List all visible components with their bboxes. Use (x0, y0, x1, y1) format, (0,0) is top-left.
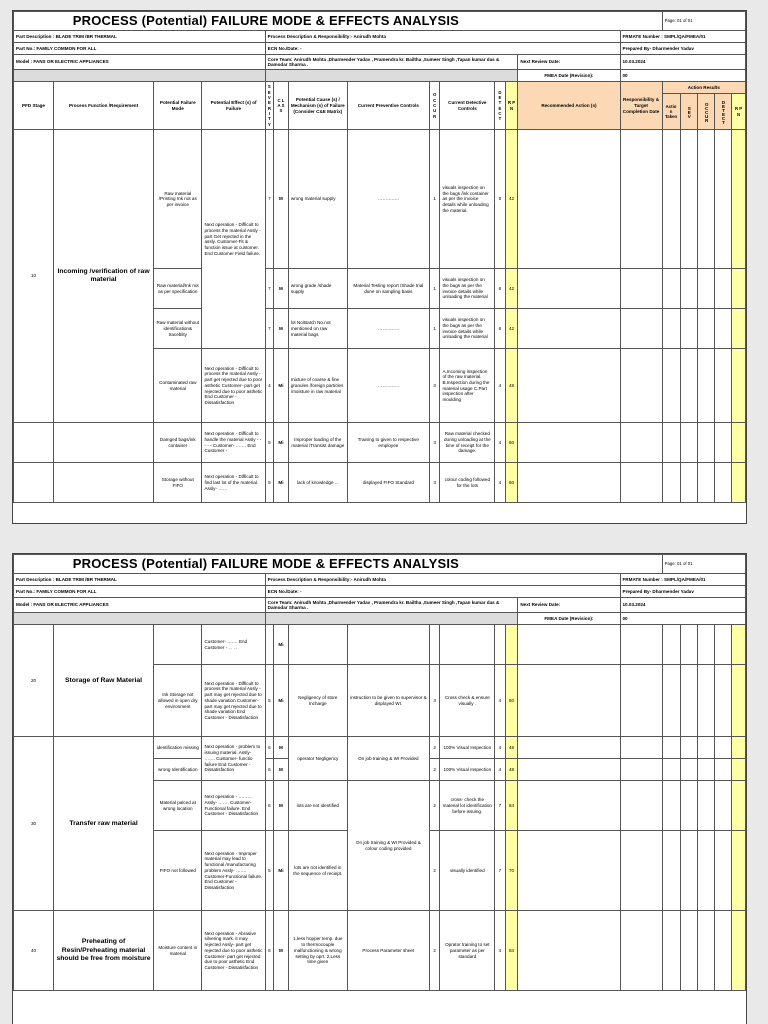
part-description: Part Description : BLADE TRIM /BR THERMAL (14, 31, 266, 43)
table-row: Contaminated raw material Next operation - Difficult to process the material Assly - part get rejected due to poor asthetic Customer- part get rejected due to poor asthetic End Customer - Dissatisfaction 4 Mi mixture of coarse & fine granules /foreign particles /moisture in raw material ………….. 3 A.Incoming inspection of the raw material. B.Inspection during the material usage C.Part inspection after moulding 4 48 (14, 349, 746, 423)
ecn-number: ECN No./Date: - (265, 43, 620, 55)
failure-mode: Raw material /Printing Ink not as per invoice (154, 130, 202, 269)
process-responsibility: Process Description & Responsibility:- Anirudh Mohta (265, 31, 620, 43)
table-row: 30 Transfer raw material identification missing Next operation - problem to issuing material. Assly- ……. Customer- functio failure End Customer - Dissatisfaction 6 M operator Negligency On job training & WI Provided 2 100% Visual Inspection 4 48 (14, 737, 746, 759)
format-number: FRMATE Number : SMPL/QA/FMEA/01 (620, 31, 746, 43)
col-process-function: Process Function /Requirement (54, 82, 154, 130)
col-failure-mode: Potential Failure Mode (154, 82, 202, 130)
fmea-table-2: PROCESS (Potential) FAILURE MODE & EFFECTS ANALYSIS Page: 01 of 01 Part Description : BLADE TRIM /BR THERMAL Process Description & Responsibility:- Anirudh Mohta FRMATE Number : SMPL/QA/FMEA/01 Part No.: FAMILY COMMON FOR ALL ECN No./Date: - Prepared By- Dharmender Yadav Model : FANS OR ELECTRIC APPLIANCES Core Team: Anirudh Mohta ,Dharmender Yadav , Pramendra kr. Bailtha ,Sumeer Singh ,Tapan kumar das & Damodar Sharma . Next Review Date: 10.03.2024 FMEA Date (Revision): 00 20 Storage of Raw Material Customer- ……. End Customer - . . . . Mi Ink Storage not allowed in open dry environment Next operation - Difficult to process the material Assly - part may get rejected due to shade variation Customer- part may get rejected due to shade variation End Customer - Dissatisfaction 5 Mi Negligency of store Incharge instruction to be given to supervisor & displayed WI. 3 Cross check & ensure visually . 4 60 30 Transfer raw material identification missing Next operation - problem to issuing material. Assly- ……. Customer- functio failure End Customer - Dissatisfaction 6 M operator Negligency On job training & WI Provided 2 100% Visual Inspection 4 48 wrong Identification 6 M 2 100% Visual Inspection 4 48 Material palced at wrong location Next operation - ……… Assly- ……. Customer-Functional failure. End Customer - Dissatisfaction 6 M lots are not identified On job training & WI Provided & colour coding provided 2 cross- check the material lot identification before issuing. 7 84 FIFO not followed Next operation - Improper material may lead to functional /manufacturing problem Assly- ……. Customer-Functional failure. End Customer - Dissatisfaction 5 Mi lots are not identified in the sequence of reciept. 2 visually identified 7 70 40 Preheating of Resin/Preheating material should be free from moisture Moisture content in material Next operation - Abrasive silvering mark. it may rejected Assly- part get rejected due to poor asthetic Customer- part get rejected due to poor asthetic End Customer - Dissatisfaction 6 M 1.less hopper temp. due to thermocouple malfunctioning & wrong setting by oprt. 2.Less time given Process Parameter sheet 2 Oprator training to set parameter as per standard 4 84 (13, 554, 746, 991)
table-row: Damged bags/ink container Next operation - Difficult to handle the material Assly - - - - - Customer- ……. End Customer - 5 Mi Improper loading of the material /Transist damage Training to given to respective employee 3 Raw material checked during unloading at the time of receipt for the damage. 4 60 (14, 423, 746, 463)
fmea-date-label: FMEA Date (Revision): (518, 70, 620, 82)
page-title-2: PROCESS (Potential) FAILURE MODE & EFFECTS ANALYSIS (14, 555, 518, 574)
fmea-date-value: 00 (620, 70, 746, 82)
pfd-stage: 20 (14, 625, 54, 737)
col-rpn: R P N (505, 82, 518, 130)
failure-effect: Next operation - Difficult to process the material Assly - part Get rejected in the assly. Customer-Fit & function issue at customer. End Customer Field failure. (202, 130, 265, 349)
next-review-label: Next Review Date: (518, 55, 620, 70)
col-recommended: Recommended Action (s) (518, 82, 620, 130)
table-row: Raw material without identification& traceblity 7 M lot No/Batch No.not mentioned on raw material bags ………….. 1 visuals inspection on the bags as per the invoice details while unloading the material 6 42 (14, 309, 746, 349)
table-row: 40 Preheating of Resin/Preheating material should be free from moisture Moisture content in material Next operation - Abrasive silvering mark. it may rejected Assly- part get rejected due to poor asthetic Customer- part get rejected due to poor asthetic End Customer - Dissatisfaction 6 M 1.less hopper temp. due to thermocouple malfunctioning & wrong setting by oprt. 2.Less time given Process Parameter sheet 2 Oprator training to set parameter as per standard 4 84 (14, 911, 746, 991)
page-number: Page: 01 of 01 (662, 12, 745, 31)
col-detect-result: DETECT (715, 94, 732, 130)
page-title: PROCESS (Potential) FAILURE MODE & EFFECTS ANALYSIS (14, 12, 518, 31)
col-pfd-stage: PFD Stage (14, 82, 54, 130)
fmea-sheet-1 (12, 10, 747, 524)
col-detective: Current Detective Controls (440, 82, 495, 130)
col-detect: D E T E C T (495, 82, 506, 130)
process-function: Storage of Raw Material (54, 625, 154, 737)
pfd-stage: 10 (14, 130, 54, 423)
fmea-sheet-2 (12, 553, 747, 1024)
col-rpn-result: R P N (732, 94, 746, 130)
col-severity: S E V E R I T Y (265, 82, 273, 130)
col-preventive: Current Preventive Controls (347, 82, 429, 130)
fmea-table-1 (13, 11, 746, 503)
col-class: C L A S S (274, 82, 289, 130)
table-row: Raw material/Ink not as per specification 7 M wrong grade /shade supply Material Testing report /Shade trial done on sampling basis 1 visuals inspection on the bags as per the invoice details while unloading the material 6 42 (14, 269, 746, 309)
col-occur: O C C U R (429, 82, 440, 130)
col-cause: Potential Cause (s) / Mechanism (s) of Failure (Consider C&E Matrix) (288, 82, 347, 130)
process-function: Transfer raw material (54, 737, 154, 911)
core-team: Core Team: Anirudh Mohta ,Dharmender Yadav , Pramendra kr. Bailtha ,Sumeer Singh ,Tapan kumar das & Damodar Sharma . (265, 55, 518, 70)
page-number-2: Page: 01 of 01 (662, 555, 745, 574)
col-effect: Potential Effect (s) of Failure (202, 82, 265, 130)
table-row: FIFO not followed Next operation - Improper material may lead to functional /manufacturing problem Assly- ……. Customer-Functional failure. End Customer - Dissatisfaction 5 Mi lots are not identified in the sequence of reciept. 2 visually identified 7 70 (14, 831, 746, 911)
process-function: Incoming /verification of raw material (54, 130, 154, 423)
col-occur-result: OCCUR (698, 94, 715, 130)
action-results-header: Action Results (662, 82, 745, 94)
table-row: 20 Storage of Raw Material Customer- ……. End Customer - . . . . Mi (14, 625, 746, 665)
next-review-date: 10.03.2024 (620, 55, 746, 70)
table-row: Ink Storage not allowed in open dry environment Next operation - Difficult to process the material Assly - part may get rejected due to shade variation Customer- part may get rejected due to shade variation End Customer - Dissatisfaction 5 Mi Negligency of store Incharge instruction to be given to supervisor & displayed WI. 3 Cross check & ensure visually . 4 60 (14, 665, 746, 737)
pfd-stage: 30 (14, 737, 54, 911)
model: Model : FANS OR ELECTRIC APPLIANCES (14, 55, 266, 70)
col-sev: SEV (680, 94, 698, 130)
table-row: 10 Incoming /verification of raw material Raw material /Printing Ink not as per invoice Next operation - Difficult to process the material Assly - part Get rejected in the assly. Customer-Fit & function issue at customer. End Customer Field failure. 7 M wrong material supply ………….. 1 visuals inspection on the bags /ink container as per the invoice details while unloading the material. 6 42 (14, 130, 746, 269)
pfd-stage: 40 (14, 911, 54, 991)
part-number: Part No.: FAMILY COMMON FOR ALL (14, 43, 266, 55)
cause: wrong material supply (288, 130, 347, 269)
prepared-by: Prepared By- Dharmender Yadav (620, 43, 746, 55)
col-action-taken: Action Taken (662, 94, 680, 130)
table-row: Material palced at wrong location Next operation - ……… Assly- ……. Customer-Functional failure. End Customer - Dissatisfaction 6 M lots are not identified On job training & WI Provided & colour coding provided 2 cross- check the material lot identification before issuing. 7 84 (14, 781, 746, 831)
process-function: Preheating of Resin/Preheating material should be free from moisture (54, 911, 154, 991)
table-row: Storage without FIFO Next operation - Difficult to find last lot of the material. Assly- …… 5 Mi lack of knowledge ... displayed FIFO Standard 3 colour coding followed for the lots 4 60 (14, 463, 746, 503)
col-responsibility: Responsibility & Target Completion Date (620, 82, 662, 130)
table-row: wrong Identification 6 M 2 100% Visual Inspection 4 48 (14, 759, 746, 781)
